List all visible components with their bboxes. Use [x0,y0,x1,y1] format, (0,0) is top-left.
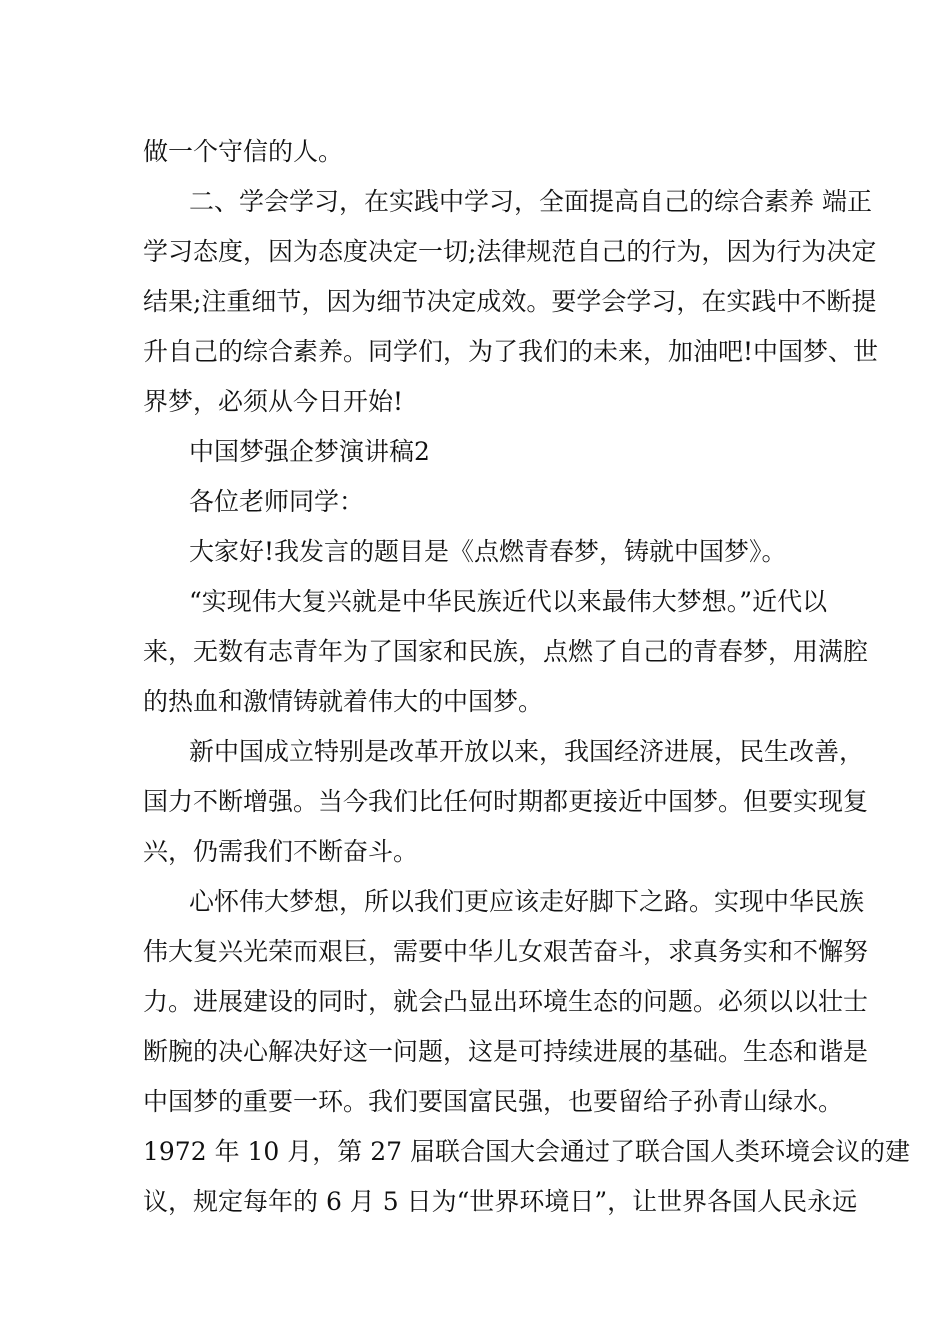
text-line: 来，无数有志青年为了国家和民族，点燃了自己的青春梦，用满腔 [143,637,869,666]
text-line: 国力不断增强。当今我们比任何时期都更接近中国梦。但要实现复 [143,787,869,816]
paragraph-start-line: 心怀伟大梦想，所以我们更应该走好脚下之路。实现中华民族 [189,887,865,916]
text-line: 兴，仍需我们不断奋斗。 [143,837,419,866]
text-line: 界梦，必须从今日开始! [143,387,404,416]
paragraph-start-line: 新中国成立特别是改革开放以来，我国经济进展，民生改善， [189,737,865,766]
speech-title: 中国梦强企梦演讲稿2 [189,437,430,466]
text-line: 伟大复兴光荣而艰巨，需要中华儿女艰苦奋斗，求真务实和不懈努 [143,937,869,966]
text-line: 断腕的决心解决好这一问题，这是可持续进展的基础。生态和谐是 [143,1037,869,1066]
text-line: 结果;注重细节，因为细节决定成效。要学会学习，在实践中不断提 [143,287,877,316]
text-line: 1972 年 10 月，第 27 届联合国大会通过了联合国人类环境会议的建 [143,1137,910,1166]
paragraph-start-line: 二、学会学习，在实践中学习，全面提高自己的综合素养 端正 [189,187,872,216]
text-line: 议，规定每年的 6 月 5 日为“世界环境日”，让世界各国人民永远 [143,1187,858,1216]
text-line: 做一个守信的人。 [143,137,344,166]
salutation: 各位老师同学： [189,487,365,516]
paragraph-start-line: “实现伟大复兴就是中华民族近代以来最伟大梦想。”近代以 [189,587,828,616]
text-line: 的热血和激情铸就着伟大的中国梦。 [143,687,544,716]
paragraph-start-line: 大家好!我发言的题目是《点燃青春梦，铸就中国梦》。 [189,537,787,566]
text-line: 中国梦的重要一环。我们要国富民强，也要留给子孙青山绿水。 [143,1087,844,1116]
text-line: 力。进展建设的同时，就会凸显出环境生态的问题。必须以以壮士 [143,987,869,1016]
text-line: 学习态度，因为态度决定一切;法律规范自己的行为，因为行为决定 [143,237,877,266]
text-line: 升自己的综合素养。同学们，为了我们的未来，加油吧!中国梦、世 [143,337,879,366]
